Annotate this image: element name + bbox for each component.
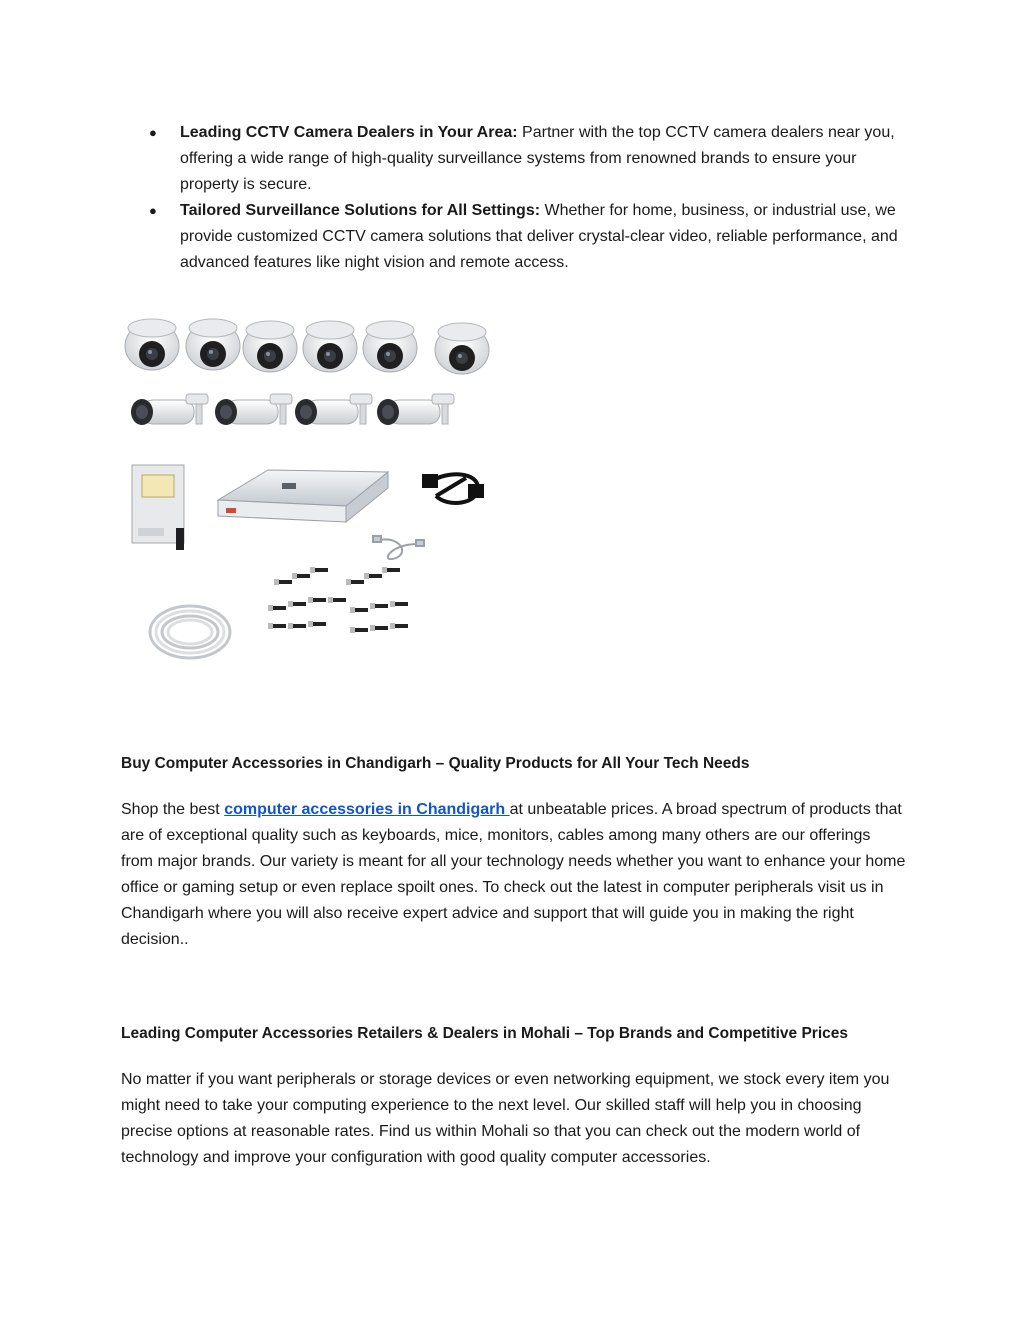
power-supply-image bbox=[132, 465, 184, 550]
paragraph-chandigarh bbox=[121, 797, 906, 953]
dvr-recorder-image bbox=[218, 470, 388, 522]
paragraph-mohali: No matter if you want peripherals or storage devices or even networking equipment, we stock every item you might need to take your computing experience to the next level. Our skilled staff will help you in choosing precise options at reasonable rates. Find us within Mohali so that you can check out the modern world of technology and improve your configuration with good quality computer accessories. bbox=[121, 1071, 890, 1166]
bullet-item-solutions bbox=[121, 198, 911, 276]
bullet-item-dealers bbox=[121, 120, 911, 198]
feature-bullet-list bbox=[121, 120, 911, 276]
cable-roll-image bbox=[150, 606, 230, 658]
hdmi-cable-image bbox=[424, 474, 482, 503]
computer-accessories-link[interactable]: computer accessories in Chandigarh bbox=[224, 801, 510, 818]
section-heading-mohali: Leading Computer Accessories Retailers & Dealers in Mohali – Top Brands and Competitive Prices bbox=[121, 1025, 848, 1042]
bullet-text: Whether for home, business, or industrial use, we provide customized CCTV camera solutions that deliver crystal-clear video, reliable performance, and advanced features like night vision and remote access. bbox=[180, 202, 898, 271]
bullet-text: Partner with the top CCTV camera dealers near you, offering a wide range of high-quality surveillance systems from renowned brands to ensure your property is secure. bbox=[180, 124, 895, 193]
cctv-kit-image bbox=[118, 300, 498, 675]
bullet-heading: Leading CCTV Camera Dealers in Your Area: bbox=[180, 124, 518, 141]
paragraph-text: at unbeatable prices. A broad spectrum of products that are of exceptional quality such as keyboards, mice, monitors, cables among many others are our offerings from major brands. Our variety is meant for all your technology needs whether you want to enhance your home office or gaming setup or even replace spoilt ones. To check out the latest in computer peripherals visit us in Chandigarh where you will also receive expert advice and support that will guide you in making the right decision.. bbox=[121, 801, 906, 948]
bullet-dot-icon: ● bbox=[149, 203, 157, 218]
section-heading-chandigarh: Buy Computer Accessories in Chandigarh – Quality Products for All Your Tech Needs bbox=[121, 755, 750, 772]
bnc-connectors-image bbox=[268, 567, 408, 633]
bullet-dot-icon: ● bbox=[149, 125, 157, 140]
bullet-heading: Tailored Surveillance Solutions for All Settings: bbox=[180, 202, 541, 219]
lan-cable-image bbox=[373, 536, 424, 559]
paragraph-text: Shop the best bbox=[121, 801, 225, 818]
